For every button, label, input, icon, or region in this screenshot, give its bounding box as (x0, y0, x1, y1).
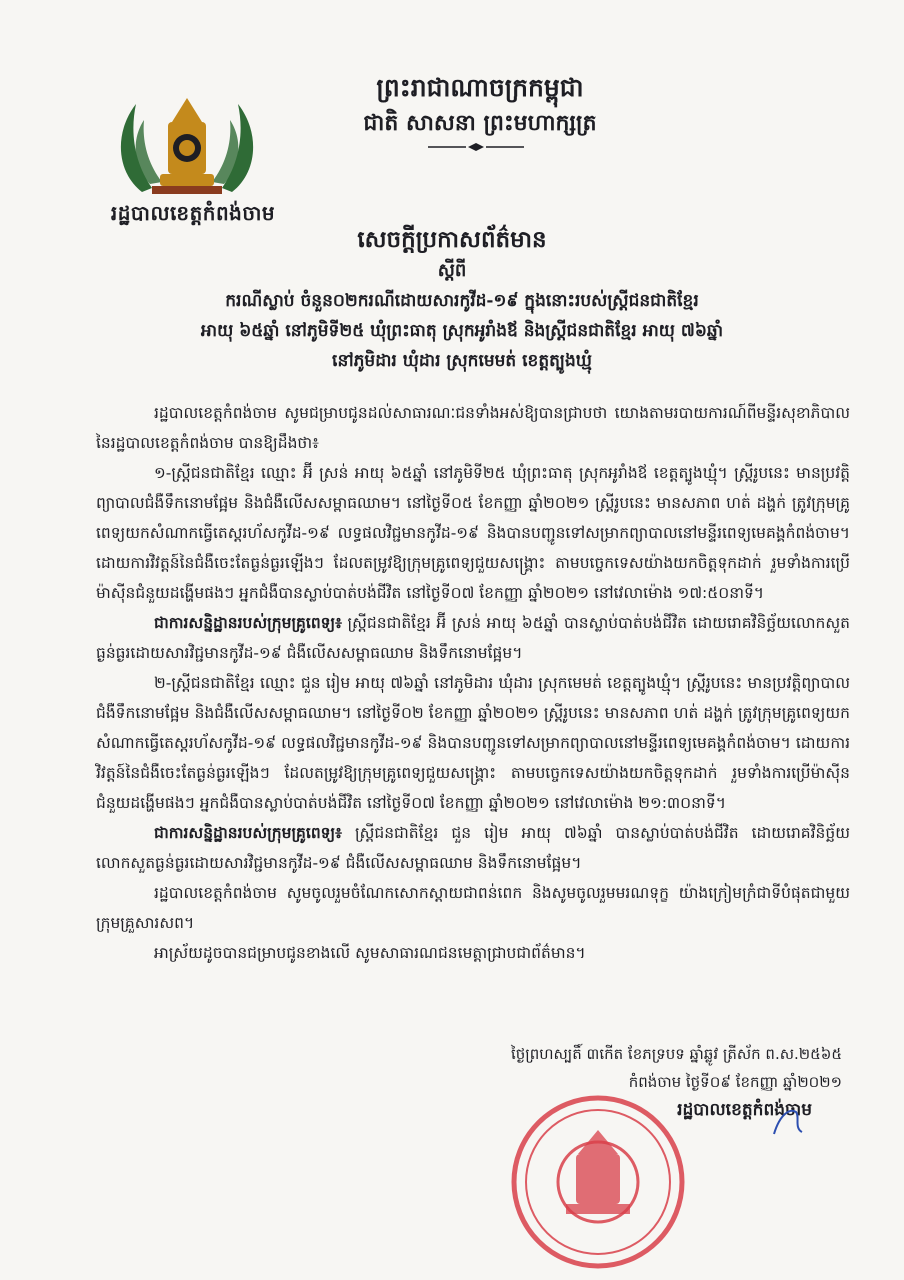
case-2-paragraph: ២-ស្ត្រីជនជាតិខ្មែរ ឈ្មោះ ជួន រៀម អាយុ ៧៦ឆ្នាំ នៅភូមិដារ ឃុំដារ ស្រុកមេមត់ ខេត្តត្បូងឃ្មុំ។ ស្ត្រីរូបនេះ មានប្រវត្តិព្យាបាលជំងឺទឹកនោមផ្អែម និងជំងឺលើសសម្ពាធឈាម។ នៅថ្ងៃទី០២ ខែកញ្ញា ឆ្នាំ២០២១ ស្ត្រីរូបនេះ មានសភាព ហត់ ដង្ហក់ ត្រូវក្រុមគ្រូពេទ្យយកសំណាកធ្វើតេស្តរហ័សកូវីដ-១៩ លទ្ធផលវិជ្ជមានកូវីដ-១៩ និងបានបញ្ជូនទៅសម្រាកព្យាបាលនៅមន្ទីរពេទ្យមេគង្គកំពង់ចាម។ ដោយការវិវត្តន៍នៃជំងឺចេះតែធ្ងន់ធ្ងរឡើងៗ ដែលតម្រូវឱ្យក្រុមគ្រូពេទ្យជួយសង្គ្រោះ តាមបច្ចេកទេសយ៉ាងយកចិត្តទុកដាក់ រួមទាំងការប្រើម៉ាស៊ីនជំនួយដង្ហើមផងៗ អ្នកជំងឺបានស្លាប់បាត់បង់ជីវិត នៅថ្ងៃទី០៧ ខែកញ្ញា ឆ្នាំ២០២១ នៅវេលាម៉ោង ២១:៣០នាទី។ (96, 674, 850, 812)
conclusion-2-paragraph (96, 818, 850, 878)
conclusion-text: ស្ត្រីជនជាតិខ្មែរ អ៊ី ស្រន់ អាយុ ៦៥ឆ្នាំ បានស្លាប់បាត់បង់ជីវិត ដោយរោគវិនិច្ឆ័យលោកសួតធ្ងន់ធ្ងរដោយសារវិជ្ជមានកូវីដ-១៩ ជំងឺលើសសម្ពាធឈាម និងទឹកនោមផ្អែម។ (96, 614, 850, 662)
conclusion-label: ជាការសន្និដ្ឋានរបស់ក្រុមគ្រូពេទ្យ៖ (154, 614, 342, 632)
official-seal-icon (500, 1094, 696, 1270)
document-body (96, 398, 850, 968)
pen-mark-icon (770, 1104, 810, 1138)
conclusion-label: ជាការសន្និដ្ឋានរបស់ក្រុមគ្រូពេទ្យ៖ (154, 824, 342, 842)
motto-line: ជាតិ សាសនា ព្រះមហាក្សត្រ (363, 110, 597, 136)
kingdom-header (300, 70, 660, 140)
document-title: សេចក្តីប្រកាសព័ត៌មាន (357, 226, 547, 253)
organization-name: រដ្ឋបាលខេត្តកំពង់ចាម (110, 201, 276, 225)
final-paragraph: អាស្រ័យដូចបានជម្រាបជូនខាងលើ សូមសាធារណជនមេត្តាជ្រាបជាព័ត៌មាន។ (154, 944, 586, 962)
lunar-date: ថ្ងៃព្រហស្បតិ៍ ៣កើត ខែភទ្របទ ឆ្នាំឆ្លូវ ត្រីស័ក ព.ស.២៥៦៥ (510, 1045, 842, 1063)
signature-name: រដ្ឋបាលខេត្តកំពង់ចាម (677, 1100, 812, 1120)
case-1-paragraph: ១-ស្ត្រីជនជាតិខ្មែរ ឈ្មោះ អ៊ី ស្រន់ អាយុ ៦៥ឆ្នាំ នៅភូមិទី២៥ ឃុំព្រះធាតុ ស្រុកអូរាំងឪ ខេត្តត្បូងឃ្មុំ។ ស្ត្រីរូបនេះ មានប្រវត្តិព្យាបាលជំងឺទឹកនោមផ្អែម និងជំងឺលើសសម្ពាធឈាម។ នៅថ្ងៃទី០៥ ខែកញ្ញា ឆ្នាំ២០២១ ស្ត្រីរូបនេះ មានសភាព ហត់ ដង្ហក់ ត្រូវក្រុមគ្រូពេទ្យយកសំណាកធ្វើតេស្តរហ័សកូវីដ-១៩ លទ្ធផលវិជ្ជមានកូវីដ-១៩ និងបានបញ្ជូនទៅសម្រាកព្យាបាលនៅមន្ទីរពេទ្យមេគង្គកំពង់ចាម។ ដោយការវិវត្តន៍នៃជំងឺចេះតែធ្ងន់ធ្ងរឡើងៗ ដែលតម្រូវឱ្យក្រុមគ្រូពេទ្យជួយសង្គ្រោះ តាមបច្ចេកទេសយ៉ាងយកចិត្តទុកដាក់ រួមទាំងការប្រើម៉ាស៊ីនជំនួយដង្ហើមផងៗ អ្នកជំងឺបានស្លាប់បាត់បង់ជីវិត នៅថ្ងៃទី០៧ ខែកញ្ញា ឆ្នាំ២០២១ នៅវេលាម៉ោង ១៧:៥០នាទី។ (96, 464, 850, 602)
document-subtitle: ស្តីពី (437, 260, 467, 281)
subject-line: នៅភូមិដារ ឃុំដារ ស្រុកមេមត់ ខេត្តត្បូងឃ្មុំ (332, 351, 592, 371)
kingdom-line: ព្រះរាជាណាចក្រកម្ពុជា (376, 73, 584, 102)
subject-line: ករណីស្លាប់ ចំនួន០២ករណីដោយសារកូវីដ-១៩ ក្នុងនោះរបស់ស្ត្រីជនជាតិខ្មែរ (225, 291, 699, 311)
ornament-divider (428, 142, 524, 152)
document-subject (80, 286, 844, 376)
conclusion-1-paragraph (96, 608, 850, 668)
condolence-paragraph: រដ្ឋបាលខេត្តកំពង់ចាម សូមចូលរួមចំណែកសោកស្តាយជាពន់ពេក និងសូមចូលរួមមរណទុក្ខ យ៉ាងក្រៀមក្រំជាទីបំផុតជាមួយក្រុមគ្រួសារសព។ (96, 884, 850, 932)
provincial-emblem-icon (112, 92, 262, 200)
conclusion-text: ស្ត្រីជនជាតិខ្មែរ ជួន រៀម អាយុ ៧៦ឆ្នាំ បានស្លាប់បាត់បង់ជីវិត ដោយរោគវិនិច្ឆ័យលោកសួតធ្ងន់ធ្ងរដោយសារវិជ្ជមានកូវីដ-១៩ ជំងឺលើសសម្ពាធឈាម និងទឹកនោមផ្អែម។ (96, 824, 850, 872)
intro-paragraph: រដ្ឋបាលខេត្តកំពង់ចាម សូមជម្រាបជូនដល់សាធារណៈជនទាំងអស់ឱ្យបានជ្រាបថា យោងតាមរបាយការណ៍ពីមន្ទីរសុខាភិបាលនៃរដ្ឋបាលខេត្តកំពង់ចាម បានឱ្យដឹងថា៖ (96, 404, 850, 452)
issue-date: កំពង់ចាម ថ្ងៃទី០៩ ខែកញ្ញា ឆ្នាំ២០២១ (628, 1073, 842, 1091)
subject-line: អាយុ ៦៥ឆ្នាំ នៅភូមិទី២៥ ឃុំព្រះធាតុ ស្រុកអូរាំងឪ និងស្ត្រីជនជាតិខ្មែរ អាយុ ៧៦ឆ្នាំ (200, 321, 724, 341)
